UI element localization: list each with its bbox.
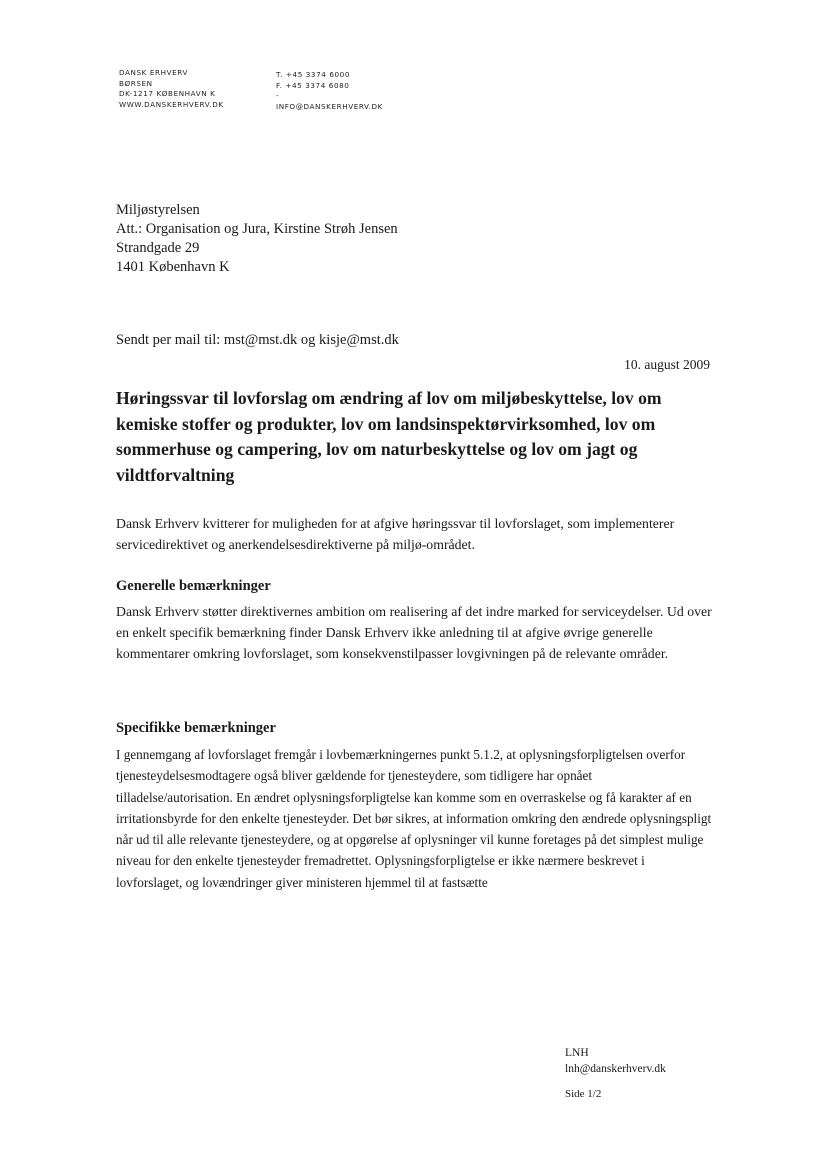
section-title-specific: Specifikke bemærkninger <box>116 720 276 736</box>
sender-address <box>119 68 224 110</box>
sender-dash: - <box>276 91 280 101</box>
sent-by-line: Sendt per mail til: mst@mst.dk og kisje@mst.dk <box>116 332 399 348</box>
recipient-street: Strandgade 29 <box>116 240 200 256</box>
sender-name: DANSK ERHVERV <box>119 68 188 77</box>
recipient-city: 1401 København K <box>116 259 230 275</box>
footer-initials: LNH <box>565 1047 589 1059</box>
recipient-org: Miljøstyrelsen <box>116 202 200 218</box>
sender-postal: DK-1217 KØBENHAVN K <box>119 89 216 99</box>
section-body-specific: I gennemgang af lovforslaget fremgår i lovbemærkningernes punkt 5.1.2, at oplysningsforpligtelsen overfor tjenesteydelsesmodtagere også bliver gældende for tjenesteydere, som tidligere har opnået tilladelse/autorisation. En ændret oplysningsforpligtelse kan komme som en overraskelse og få karakter af en irritationsbyrde for den enkelte tjenesteyder. Det bør sikres, at information omkring den ændrede oplysningspligt når ud til alle relevante tjenesteydere, og at opgørelse af oplysninger vil kunne foretages på det simplest mulige niveau for den enkelte tjenesteyder fremadrettet. Oplysningsforpligtelse er ikke nærmere beskrevet i lovforslaget, og lovændringer giver ministeren hjemmel til at fastsætte <box>116 747 712 890</box>
sender-contact <box>276 70 383 112</box>
intro-paragraph: Dansk Erhverv kvitterer for muligheden for at afgive høringssvar til lovforslaget, som implementerer servicedirektivet og anerkendelsesdirektiverne på miljø-området. <box>116 516 675 552</box>
recipient-address <box>116 201 398 277</box>
sender-building: BØRSEN <box>119 78 153 88</box>
page-number: Side 1/2 <box>565 1088 602 1100</box>
section-title-general: Generelle bemærkninger <box>116 578 271 594</box>
sender-website: WWW.DANSKERHVERV.DK <box>119 99 224 109</box>
recipient-attention: Att.: Organisation og Jura, Kirstine Strøh Jensen <box>116 221 398 237</box>
section-body-general: Dansk Erhverv støtter direktivernes ambition om realisering af det indre marked for serviceydelser. Ud over en enkelt specifik bemærkning finder Dansk Erhverv ikke anledning til at afgive øvrige generelle kommentarer omkring lovforslaget, som konsekvenstilpasser lovgivningen på de relevante områder. <box>116 604 712 661</box>
sender-fax: F. +45 3374 6080 <box>276 80 350 90</box>
sender-phone: T. +45 3374 6000 <box>276 70 351 79</box>
letter-heading: Høringssvar til lovforslag om ændring af lov om miljøbeskyttelse, lov om kemiske stoffer og produkter, lov om landsinspektørvirksomhed, lov om sommerhuse og campering, lov om naturbeskyttelse og lov om jagt og vildtforvaltning <box>116 388 662 485</box>
sender-email: INFO@DANSKERHVERV.DK <box>276 101 383 111</box>
footer-email: lnh@danskerhverv.dk <box>565 1062 666 1075</box>
footer-contact <box>565 1046 666 1077</box>
letter-date: 10. august 2009 <box>624 357 710 372</box>
